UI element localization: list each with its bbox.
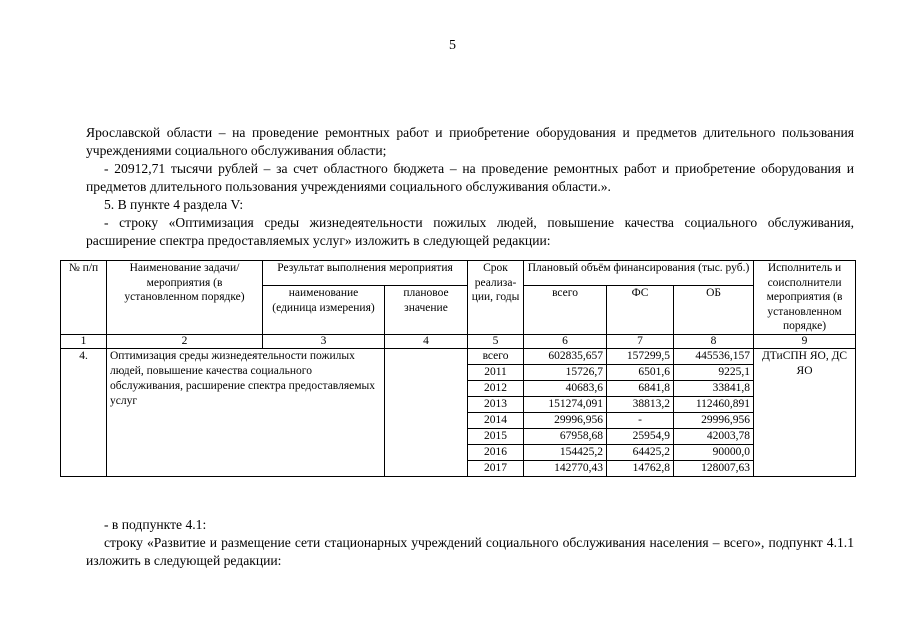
ob-cell: 9225,1 (674, 364, 754, 380)
paragraph-5: - в подпункте 4.1: (104, 517, 207, 532)
year-cell: 2012 (468, 380, 524, 396)
ob-cell: 445536,157 (674, 348, 754, 364)
header-result-plan: плановое значение (385, 286, 468, 334)
header-name: Наименование задачи/ мероприятия (в установленном порядке) (107, 261, 263, 335)
ob-cell: 42003,78 (674, 428, 754, 444)
executor-cell: ДТиСПН ЯО, ДС ЯО (754, 348, 856, 476)
column-number: 4 (385, 334, 468, 348)
total-cell: 67958,68 (524, 428, 607, 444)
total-cell: 151274,091 (524, 396, 607, 412)
column-number: 8 (674, 334, 754, 348)
fs-cell: 25954,9 (607, 428, 674, 444)
column-number: 5 (468, 334, 524, 348)
year-cell: 2016 (468, 444, 524, 460)
header-ob: ОБ (674, 286, 754, 334)
header-num: № п/п (61, 261, 107, 335)
header-total: всего (524, 286, 607, 334)
year-cell: 2014 (468, 412, 524, 428)
year-cell: 2011 (468, 364, 524, 380)
fs-cell: 38813,2 (607, 396, 674, 412)
ob-cell: 112460,891 (674, 396, 754, 412)
ob-cell: 29996,956 (674, 412, 754, 428)
year-cell: 2013 (468, 396, 524, 412)
fs-cell: 6501,6 (607, 364, 674, 380)
total-cell: 29996,956 (524, 412, 607, 428)
paragraph-1: Ярославской области – на проведение ремонтных работ и приобретение оборудования и предметов длительного пользования учреждениями социального обслуживания области; (86, 125, 854, 158)
year-cell: 2015 (468, 428, 524, 444)
header-result-name: наименование (единица измерения) (263, 286, 385, 334)
ob-cell: 33841,8 (674, 380, 754, 396)
fs-cell: 14762,8 (607, 460, 674, 476)
item-number: 4. (61, 348, 107, 476)
header-term: Срок реализа-ции, годы (468, 261, 524, 335)
total-cell: 142770,43 (524, 460, 607, 476)
paragraph-4: - строку «Оптимизация среды жизнедеятельности пожилых людей, повышение качества социального обслуживания, расширение спектра предоставляемых услуг» изложить в следующей редакции: (86, 215, 854, 248)
column-number: 1 (61, 334, 107, 348)
header-fs: ФС (607, 286, 674, 334)
paragraph-3: 5. В пункте 4 раздела V: (104, 197, 244, 212)
column-number: 3 (263, 334, 385, 348)
total-cell: 40683,6 (524, 380, 607, 396)
header-result: Результат выполнения мероприятия (263, 261, 468, 286)
total-cell: 15726,7 (524, 364, 607, 380)
item-plan-value (385, 348, 468, 476)
table-row (61, 348, 856, 364)
fs-cell: 157299,5 (607, 348, 674, 364)
total-cell: 154425,2 (524, 444, 607, 460)
column-number-row (61, 334, 856, 348)
ob-cell: 128007,63 (674, 460, 754, 476)
year-cell: 2017 (468, 460, 524, 476)
year-cell: всего (468, 348, 524, 364)
fs-cell: 6841,8 (607, 380, 674, 396)
paragraph-6: строку «Развитие и размещение сети стационарных учреждений социального обслуживания населения – всего», подпункт 4.1.1 изложить в следующей редакции: (86, 535, 854, 568)
paragraph-2: - 20912,71 тысячи рублей – за счет областного бюджета – на проведение ремонтных работ и приобретение оборудования и предметов длительного пользования учреждениями социального обслуживания области.». (86, 161, 854, 194)
total-cell: 602835,657 (524, 348, 607, 364)
item-name: Оптимизация среды жизнедеятельности пожилых людей, повышение качества социального обслуживания, расширение спектра предоставляемых услуг (107, 348, 385, 476)
page-number: 5 (449, 38, 456, 53)
ob-cell: 90000,0 (674, 444, 754, 460)
column-number: 6 (524, 334, 607, 348)
column-number: 9 (754, 334, 856, 348)
column-number: 2 (107, 334, 263, 348)
fs-cell: 64425,2 (607, 444, 674, 460)
header-finance: Плановый объём финансирования (тыс. руб.) (524, 261, 754, 286)
financing-table (60, 260, 856, 477)
fs-cell: - (607, 412, 674, 428)
header-executor: Исполнитель и соисполнители мероприятия (в установленном порядке) (754, 261, 856, 335)
column-number: 7 (607, 334, 674, 348)
